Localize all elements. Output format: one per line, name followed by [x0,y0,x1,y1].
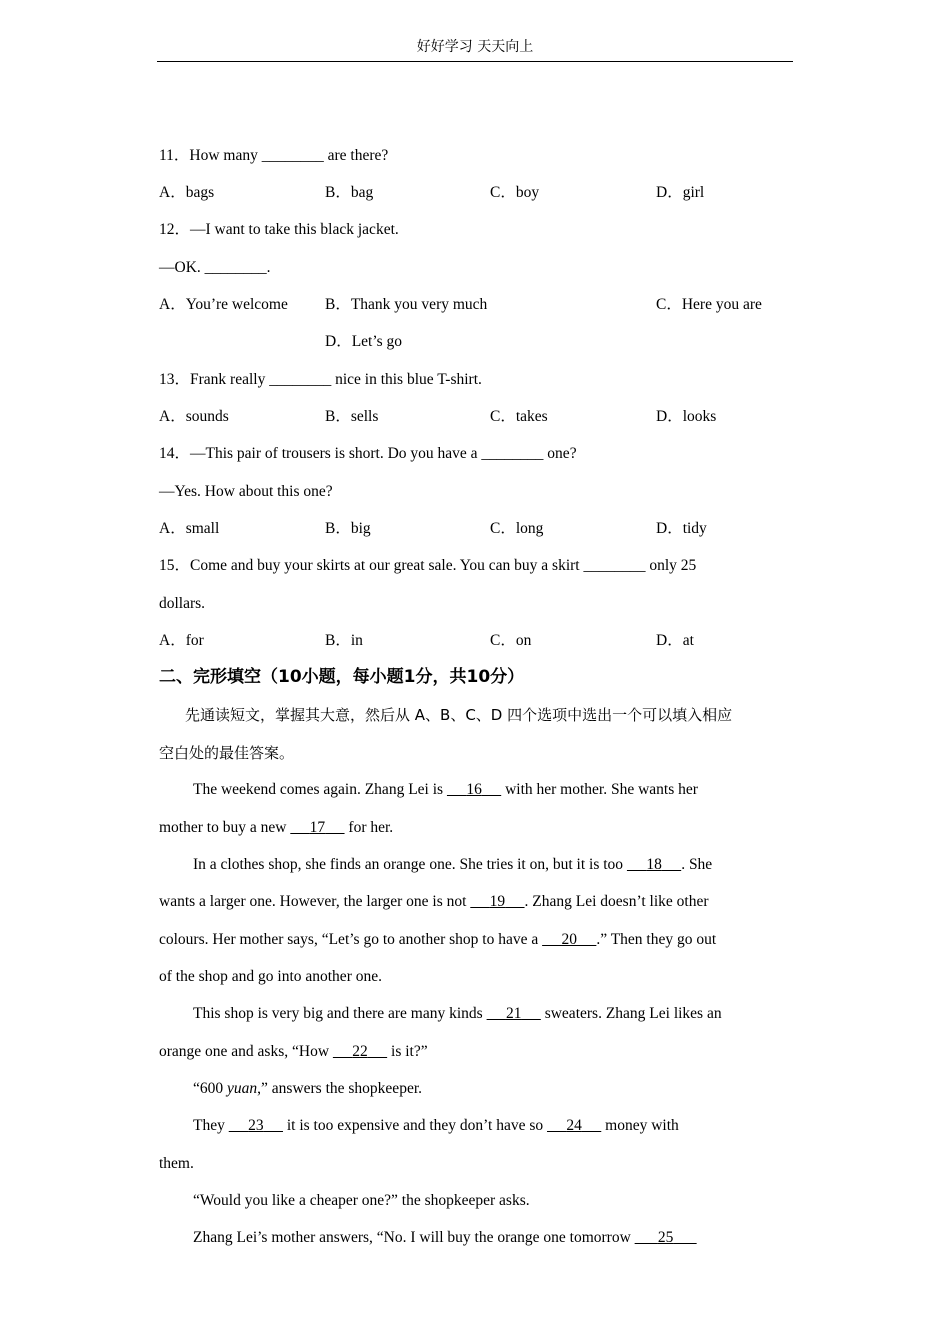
question-12-option-c: C．Here you are [656,296,762,313]
question-13-option-b: B．sells [325,408,379,425]
question-12-option-d: D．Let’s go [325,333,403,350]
question-14-option-a: A．small [159,520,220,537]
question-14-option-c: C．long [490,520,544,537]
blank-25: 25 [657,1229,674,1246]
question-11-option-b: B．bag [325,184,374,201]
blank-18: 18 [646,856,662,873]
blank-23: 23 [248,1117,264,1134]
question-13-option-d: D．looks [656,408,717,425]
question-14-option-d: D．tidy [656,520,707,537]
question-13-option-a: A．sounds [159,408,229,425]
passage-line: colours. Her mother says, “Let’s go to another shop to have a 20 .” Then they go out [159,931,717,948]
passage-line: them. [159,1155,194,1172]
question-13-stem: 13．Frank really ________ nice in this blue T-shirt. [159,371,482,388]
passage-line: “Would you like a cheaper one?” the shopkeeper asks. [193,1192,530,1209]
question-12-reply: —OK. ________. [159,259,271,276]
blank-22: 22 [352,1043,368,1060]
question-15-option-c: C．on [490,632,532,649]
question-11-stem: 11．How many ________ are there? [159,147,389,164]
question-12-option-b: B．Thank you very much [325,296,488,313]
section-2-instruction-line-2: 空白处的最佳答案。 [159,744,295,762]
blank-16: 16 [466,781,482,798]
passage-line: Zhang Lei’s mother answers, “No. I will buy the orange one tomorrow 25 [193,1228,697,1248]
passage-line: of the shop and go into another one. [159,968,382,985]
question-15-option-a: A．for [159,632,204,649]
passage-line: The weekend comes again. Zhang Lei is 16 with her mother. She wants her [193,781,698,798]
blank-21: 21 [505,1005,522,1022]
blank-19: 19 [489,893,506,910]
question-13-option-c: C．takes [490,408,548,425]
question-14-stem: 14．—This pair of trousers is short. Do you have a ________ one? [159,445,577,462]
page-header: 好好学习 天天向上 [416,39,534,55]
passage-line: orange one and asks, “How 22 is it?” [159,1043,428,1060]
blank-20: 20 [561,931,577,948]
question-11-option-a: A．bags [159,184,215,201]
question-15-option-d: D．at [656,632,694,649]
passage-line: wants a larger one. However, the larger one is not 19 . Zhang Lei doesn’t like other [159,893,709,910]
passage-line: They 23 it is too expensive and they don’t have so 24 money with [193,1117,679,1134]
blank-24: 24 [566,1117,582,1134]
question-14-option-b: B．big [325,520,371,537]
section-2-instruction-line-1: 先通读短文，掌握其大意，然后从 A、B、C、D 四个选项中选出一个可以填入相应 [185,706,733,724]
passage-line: “600 yuan,” answers the shopkeeper. [193,1080,423,1097]
passage-line: mother to buy a new 17 for her. [159,819,394,836]
question-11-option-c: C．boy [490,184,540,201]
blank-17: 17 [309,819,326,836]
header-divider [157,61,793,62]
passage-line: In a clothes shop, she finds an orange one. She tries it on, but it is too 18 . She [193,856,713,873]
question-14-reply: —Yes. How about this one? [159,483,333,500]
question-12-stem: 12．—I want to take this black jacket. [159,221,399,238]
passage-line: This shop is very big and there are many kinds 21 sweaters. Zhang Lei likes an [193,1005,722,1022]
question-15-stem-continued: dollars. [159,595,206,612]
question-15-option-b: B．in [325,632,363,649]
question-15-stem: 15．Come and buy your skirts at our great sale. You can buy a skirt ________ only 25 [159,557,697,574]
question-11-option-d: D．girl [656,184,705,201]
question-12-option-a: A．You’re welcome [159,296,288,313]
section-2-title: 二、完形填空（10小题，每小题1分，共10分） [159,667,525,687]
